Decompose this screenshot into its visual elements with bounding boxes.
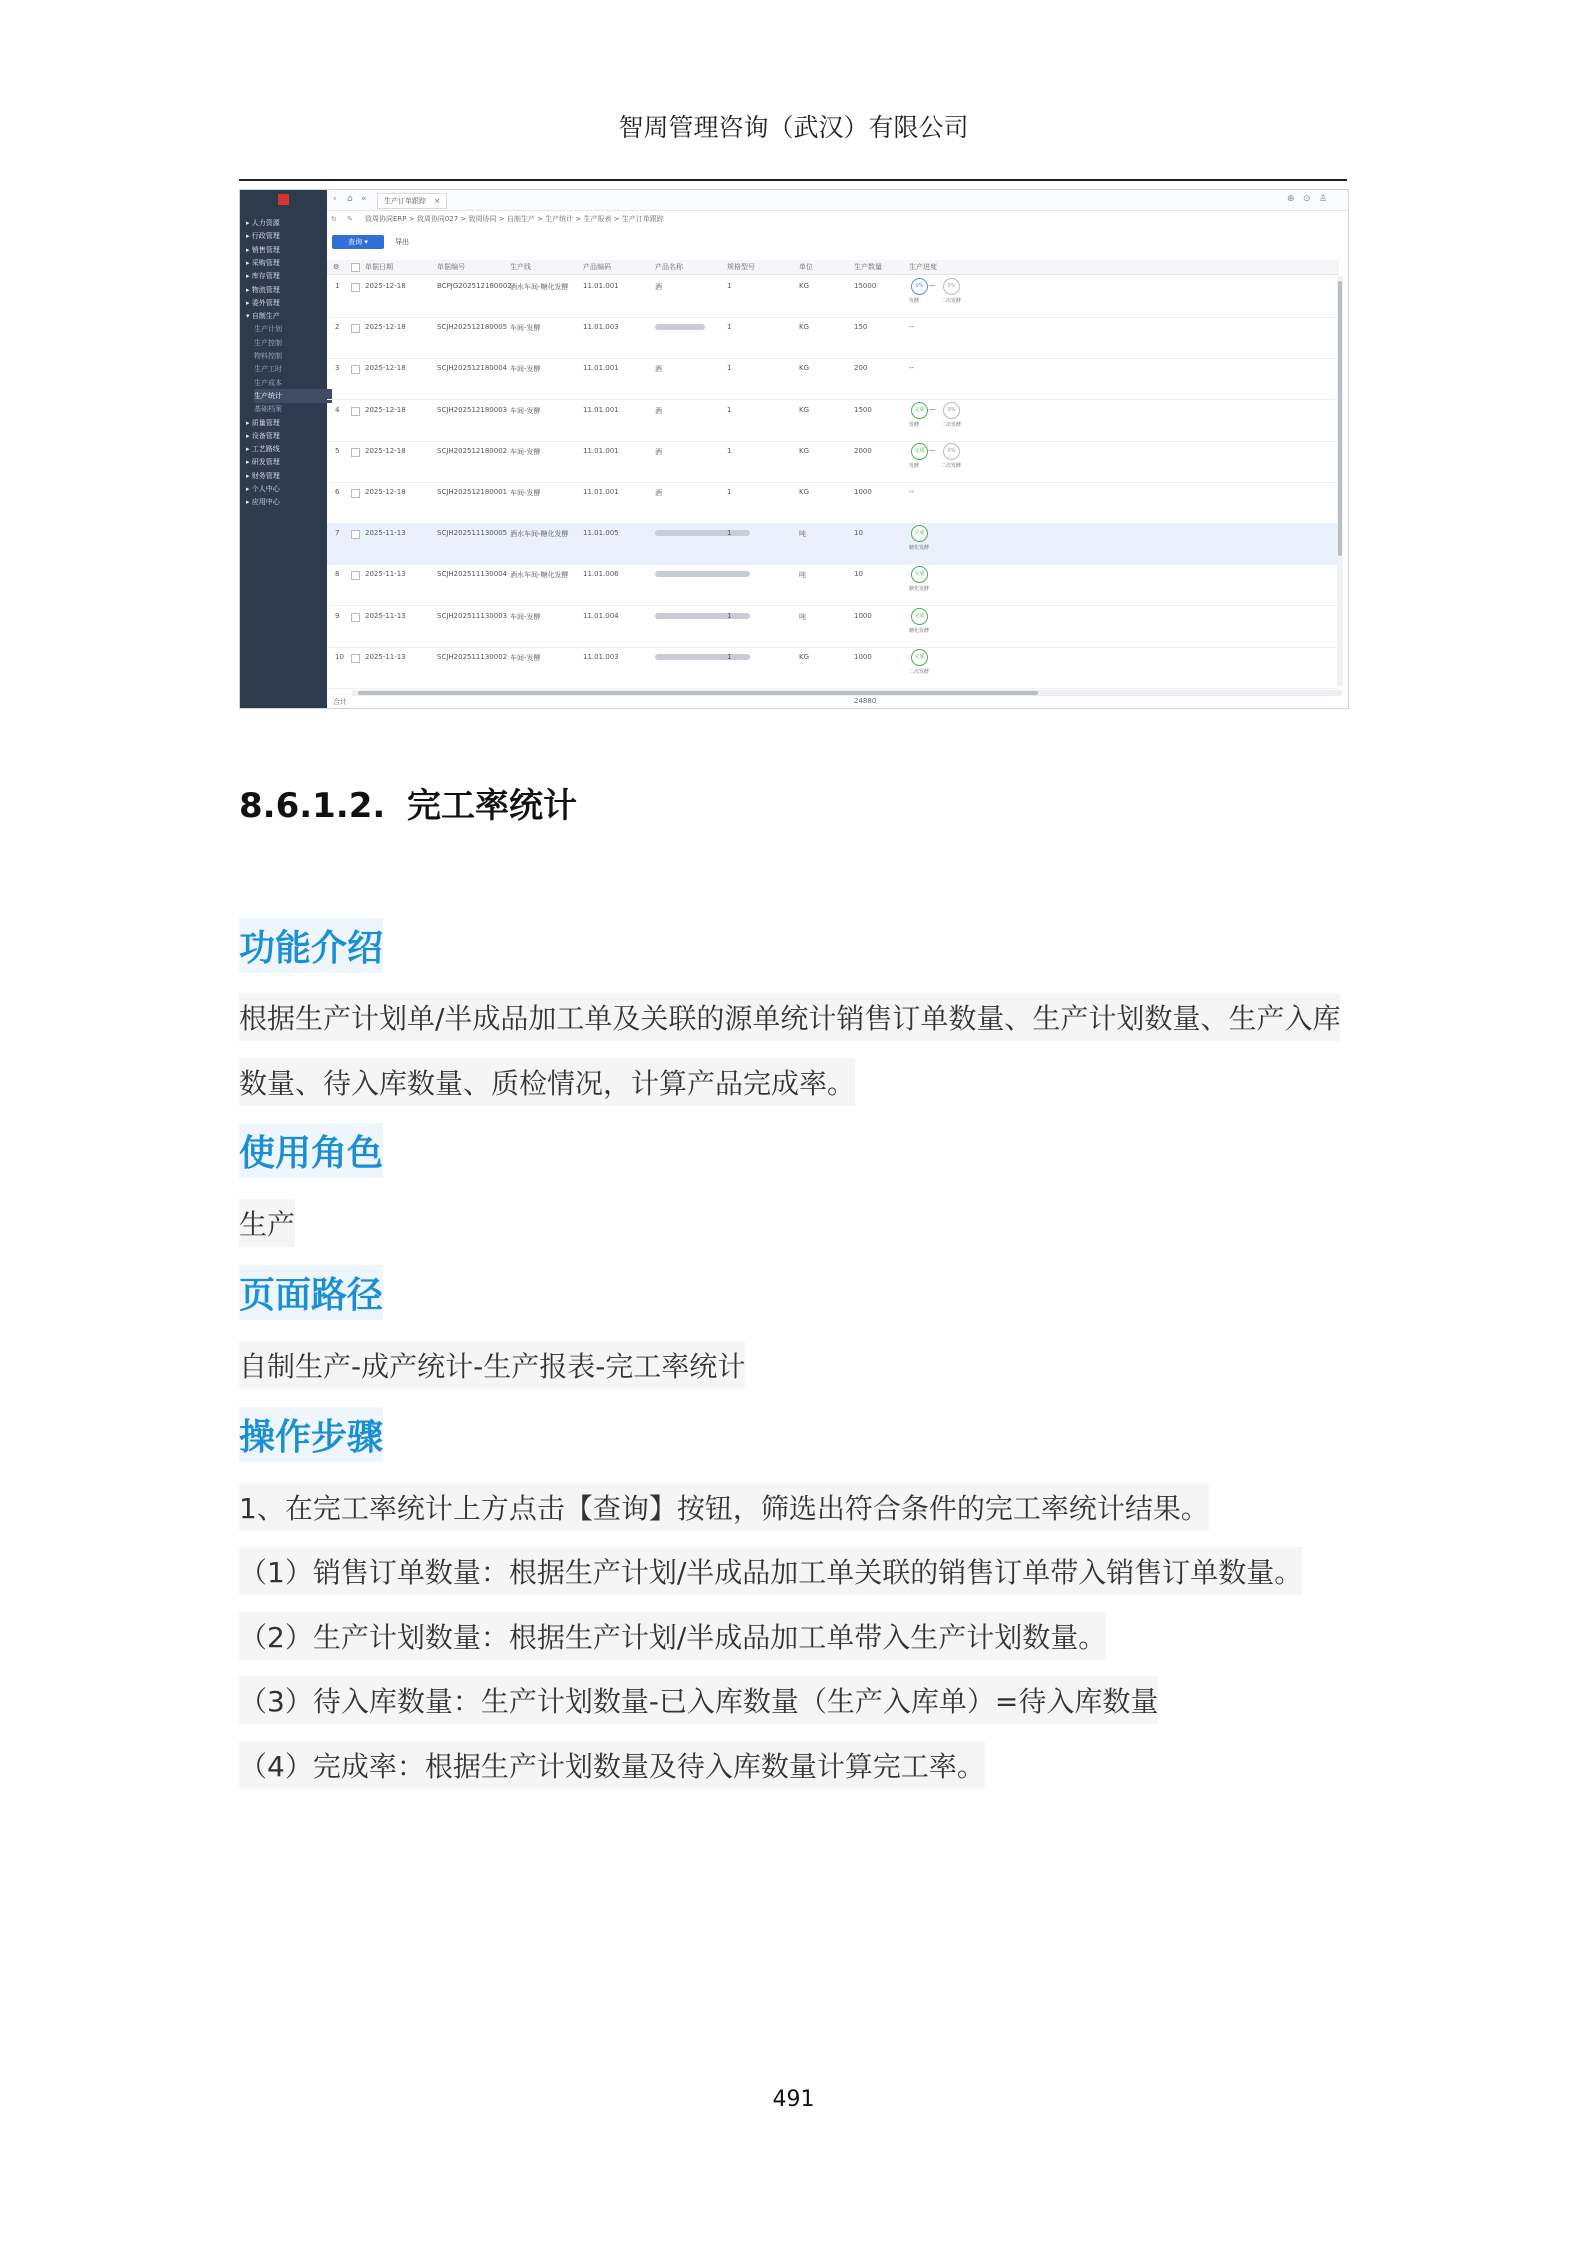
cell-pname: 酒: [655, 406, 662, 415]
cell-date: 2025-12-18: [365, 488, 406, 496]
user-icon[interactable]: ♙: [1319, 194, 1328, 204]
cell-pcode: 11.01.001: [583, 405, 619, 414]
progress-connector: —: [929, 445, 936, 454]
steps-heading: 操作步骤: [239, 1407, 383, 1462]
cell-qty: 1000: [854, 611, 872, 620]
sidebar-item[interactable]: ▸ 采购管理: [246, 258, 280, 267]
sidebar-item[interactable]: ▸ 财务管理: [246, 471, 280, 480]
redacted-text: [655, 654, 750, 660]
cell-qty: 1000: [854, 652, 872, 661]
sidebar-item[interactable]: ▾ 自制生产: [246, 312, 280, 321]
cell-line: 酒水车间-糖化发酵: [510, 283, 569, 291]
sidebar-item[interactable]: 生产控制: [254, 338, 282, 347]
path-text: 自制生产-成产统计-生产报表-完工率统计: [239, 1341, 745, 1389]
table-row[interactable]: [327, 400, 1339, 442]
cell-qty: 2000: [854, 446, 872, 455]
select-all-checkbox[interactable]: [351, 263, 360, 272]
cell-pname: [655, 653, 750, 661]
sidebar-item[interactable]: ▸ 设备管理: [246, 431, 280, 440]
progress-cell: [909, 606, 1029, 646]
progress-cell: [909, 647, 1029, 687]
intro-heading: 功能介绍: [239, 918, 383, 973]
progress-step: 完成: [911, 443, 928, 460]
cell-pcode: 11.01.001: [583, 364, 619, 373]
role-heading: 使用角色: [239, 1123, 383, 1178]
section-heading: [239, 778, 577, 827]
redacted-text: [655, 530, 750, 536]
table-row[interactable]: [327, 317, 1339, 359]
progress-step: 完成: [911, 402, 928, 419]
row-checkbox[interactable]: [351, 489, 360, 498]
cell-pcode: 11.01.001: [583, 282, 619, 290]
cell-code: SCJH202511130005: [437, 529, 508, 538]
cell-qty: 15000: [854, 282, 877, 290]
settings-icon[interactable]: ⚙: [333, 263, 340, 271]
cell-spec: 1: [727, 488, 732, 496]
cell-spec: 1: [727, 529, 732, 538]
cell-unit: 吨: [799, 612, 806, 621]
cell-pcode: 11.01.003: [583, 652, 619, 661]
progress-cell: [909, 441, 1029, 481]
intro-line-2: 数量、待入库数量、质检情况，计算产品完成率。: [239, 1058, 855, 1106]
erp-sidebar: [240, 190, 327, 708]
cell-spec: 1: [727, 323, 732, 332]
cell-unit: KG: [799, 652, 810, 661]
col-pcode[interactable]: 产品编码: [583, 263, 611, 271]
total-qty: 24880: [854, 697, 877, 705]
cell-qty: 10: [854, 570, 863, 579]
cell-date: 2025-11-13: [365, 570, 406, 579]
row-checkbox[interactable]: [351, 571, 360, 580]
table-row[interactable]: [327, 276, 1339, 318]
cell-unit: KG: [799, 405, 810, 414]
step-1: 1、在完工率统计上方点击【查询】按钮，筛选出符合条件的完工率统计结果。: [239, 1483, 1209, 1531]
progress-step-label: 二次发酵: [941, 298, 962, 304]
cell-spec: 1: [727, 446, 732, 455]
globe-icon[interactable]: ⊕: [1287, 194, 1295, 204]
progress-cell: [909, 482, 1029, 522]
sidebar-item[interactable]: ▸ 个人中心: [246, 485, 280, 493]
role-text: 生产: [239, 1199, 295, 1247]
cell-qty: 1500: [854, 405, 872, 414]
tab-label: 生产订单跟踪: [384, 197, 426, 205]
cell-date: 2025-12-18: [365, 405, 406, 414]
sidebar-item[interactable]: 生产成本: [254, 378, 282, 387]
sidebar-item[interactable]: 生产计划: [254, 325, 282, 334]
sidebar-item[interactable]: ▸ 库存管理: [246, 272, 280, 281]
path-heading: 页面路径: [239, 1265, 383, 1320]
col-spec[interactable]: 规格型号: [727, 263, 755, 271]
table-row[interactable]: [327, 523, 1339, 565]
progress-step: 完成: [911, 525, 928, 542]
sidebar-item[interactable]: 生产统计: [254, 389, 332, 403]
cell-date: 2025-11-13: [365, 529, 406, 538]
sidebar-item[interactable]: ▸ 质量管理: [246, 418, 280, 427]
cell-pname: [655, 612, 750, 620]
row-checkbox[interactable]: [351, 654, 360, 663]
cell-date: 2025-12-18: [365, 364, 406, 373]
header-rule: [239, 179, 1347, 181]
section-number: 8.6.1.2.: [239, 786, 386, 826]
redacted-text: [655, 324, 705, 330]
row-number: 7: [335, 529, 340, 538]
col-qty[interactable]: 生产数量: [854, 263, 882, 271]
table-row[interactable]: [327, 647, 1339, 689]
cell-unit: 吨: [799, 530, 806, 539]
cell-qty: 200: [854, 364, 868, 373]
vertical-scroll-thumb[interactable]: [1338, 281, 1342, 556]
row-checkbox[interactable]: [351, 448, 360, 457]
sidebar-item[interactable]: ▸ 研发管理: [246, 458, 280, 467]
sidebar-item[interactable]: ▸ 销售管理: [246, 245, 280, 254]
progress-step-label: 发酵: [909, 298, 920, 304]
row-number: 5: [335, 446, 340, 455]
cell-code: SCJH202511130004: [437, 570, 508, 579]
refresh-icon[interactable]: ↻: [331, 215, 337, 223]
row-number: 10: [335, 652, 344, 661]
home-icon[interactable]: ⌂: [347, 194, 353, 204]
grid-footer: [327, 697, 1348, 708]
tab-production-order-tracking[interactable]: [377, 193, 447, 209]
progress-empty: --: [909, 488, 915, 496]
progress-step: 完成: [911, 608, 928, 625]
row-number: 2: [335, 323, 340, 332]
step-1-4: （4）完成率：根据生产计划数量及待入库数量计算完工率。: [239, 1741, 985, 1789]
progress-empty: --: [909, 323, 915, 332]
cell-spec: 1: [727, 611, 732, 620]
cell-line: 车间-发酵: [510, 447, 541, 456]
horizontal-scroll-thumb[interactable]: [358, 691, 1038, 695]
cell-line: 酒水车间-糖化发酵: [510, 571, 569, 580]
tab-close-icon[interactable]: ×: [434, 197, 441, 205]
progress-connector: —: [929, 404, 936, 413]
cell-code: BCPJG202512180002: [437, 282, 512, 290]
cell-date: 2025-11-13: [365, 652, 406, 661]
progress-step-label: 二次发酵: [941, 421, 962, 428]
progress-step: 0%: [943, 278, 960, 295]
cell-line: 车间-发酵: [510, 489, 541, 497]
sidebar-item[interactable]: 生产工时: [254, 365, 282, 374]
cell-date: 2025-11-13: [365, 611, 406, 620]
cell-code: SCJH202512180003: [437, 405, 508, 414]
sidebar-item[interactable]: ▸ 工艺路线: [246, 445, 280, 454]
sidebar-item[interactable]: ▸ 行政管理: [246, 232, 280, 241]
progress-cell: [909, 400, 1029, 440]
cell-pname: [655, 529, 750, 537]
cell-line: 酒水车间-糖化发酵: [510, 530, 569, 539]
cell-unit: KG: [799, 364, 810, 373]
sidebar-item[interactable]: ▸ 委外管理: [246, 298, 280, 307]
cell-qty: 1000: [854, 488, 872, 496]
row-checkbox[interactable]: [351, 324, 360, 333]
table-row[interactable]: [327, 564, 1339, 606]
col-pname[interactable]: 产品名称: [655, 263, 683, 271]
cell-date: 2025-12-18: [365, 323, 406, 332]
cell-qty: 150: [854, 323, 868, 332]
pin-icon[interactable]: ✎: [347, 215, 353, 223]
progress-step: 完成: [911, 649, 928, 666]
cell-unit: KG: [799, 446, 810, 455]
cell-line: 车间-发酵: [510, 365, 541, 374]
row-number: 1: [335, 282, 340, 290]
progress-step: 0%: [943, 402, 960, 419]
progress-cell: [909, 276, 1029, 316]
cell-code: SCJH202511130003: [437, 611, 508, 620]
chevron-down-icon: ▾: [364, 238, 368, 246]
step-1-3: （3）待入库数量：生产计划数量-已入库数量（生产入库单）=待入库数量: [239, 1676, 1158, 1724]
row-checkbox[interactable]: [351, 407, 360, 416]
redacted-text: [655, 613, 750, 619]
progress-step-label: 糖化发酵: [909, 545, 930, 552]
grid-header: [327, 260, 1339, 275]
cell-code: SCJH202511130002: [437, 652, 508, 661]
cell-date: 2025-12-18: [365, 446, 406, 455]
cell-pcode: 11.01.006: [583, 570, 619, 579]
progress-cell: [909, 317, 1029, 357]
query-button[interactable]: [332, 235, 384, 249]
progress-step-label: 发酵: [909, 421, 920, 428]
cell-pcode: 11.01.001: [583, 446, 619, 455]
zoom-icon[interactable]: ⊙: [1303, 194, 1311, 204]
table-row[interactable]: [327, 606, 1339, 648]
cell-pcode: 11.01.004: [583, 611, 619, 620]
col-line[interactable]: 生产线: [510, 263, 531, 271]
cell-unit: KG: [799, 323, 810, 332]
col-date[interactable]: 单据日期: [365, 263, 393, 271]
cell-pname: 酒: [655, 365, 662, 374]
cell-unit: 吨: [799, 571, 806, 580]
page-number: 491: [772, 2087, 815, 2112]
breadcrumb-text: 致周协同ERP > 致周协同027 > 致周协同 > 自制生产 > 生产统计 > 生产报表 > 生产订单跟踪: [365, 215, 664, 223]
progress-step-label: 二次发酵: [941, 462, 962, 469]
footer-label: 合计: [333, 698, 347, 706]
double-chevron-icon[interactable]: «: [361, 194, 367, 204]
progress-step-label: 发酵: [909, 462, 920, 469]
cell-pname: 酒: [655, 447, 662, 456]
sidebar-item[interactable]: 基础档案: [254, 405, 282, 414]
query-button-label: 查询: [348, 238, 363, 246]
row-number: 8: [335, 570, 340, 579]
export-button[interactable]: 导出: [395, 238, 409, 246]
row-number: 6: [335, 488, 340, 496]
progress-cell: [909, 523, 1029, 563]
cell-line: 车间-发酵: [510, 612, 541, 621]
cell-spec: 1: [727, 652, 732, 661]
cell-unit: KG: [799, 488, 810, 496]
cell-code: SCJH202512180002: [437, 446, 508, 455]
redacted-text: [655, 571, 750, 577]
progress-step: 完成: [911, 566, 928, 583]
cell-pcode: 11.01.003: [583, 323, 619, 332]
cell-pname: [655, 323, 705, 331]
cell-pname: 酒: [655, 489, 662, 497]
cell-pname: 酒: [655, 283, 662, 291]
progress-step: 0%: [911, 278, 928, 295]
cell-qty: 10: [854, 529, 863, 538]
table-row[interactable]: [327, 482, 1339, 524]
vertical-scrollbar[interactable]: [1337, 276, 1343, 686]
progress-step-label: 糖化发酵: [909, 627, 930, 634]
cell-unit: KG: [799, 282, 810, 290]
row-checkbox[interactable]: [351, 365, 360, 374]
progress-empty: --: [909, 364, 915, 373]
erp-logo: [278, 194, 289, 205]
row-number: 3: [335, 364, 340, 373]
cell-spec: 1: [727, 282, 732, 290]
col-unit[interactable]: 单位: [799, 263, 813, 271]
col-code[interactable]: 单据编号: [437, 263, 465, 271]
progress-step-label: 糖化发酵: [909, 586, 930, 593]
step-1-1: （1）销售订单数量：根据生产计划/半成品加工单关联的销售订单带入销售订单数量。: [239, 1547, 1302, 1595]
erp-screenshot: [239, 189, 1349, 709]
cell-code: SCJH202512180004: [437, 364, 508, 373]
row-checkbox[interactable]: [351, 613, 360, 622]
horizontal-scrollbar[interactable]: [352, 690, 1342, 696]
progress-step-label: 二次发酵: [909, 668, 930, 675]
breadcrumb: [327, 210, 1348, 228]
table-row[interactable]: [327, 358, 1339, 400]
row-number: 4: [335, 405, 340, 414]
cell-pcode: 11.01.005: [583, 529, 619, 538]
cell-line: 车间-发酵: [510, 653, 541, 662]
cell-line: 车间-发酵: [510, 324, 541, 333]
cell-date: 2025-12-18: [365, 282, 406, 290]
progress-cell: [909, 564, 1029, 604]
cell-pcode: 11.01.001: [583, 488, 619, 496]
col-progress[interactable]: 生产进度: [909, 263, 937, 271]
progress-cell: [909, 358, 1029, 398]
progress-connector: —: [929, 281, 936, 289]
step-1-2: （2）生产计划数量：根据生产计划/半成品加工单带入生产计划数量。: [239, 1612, 1106, 1660]
row-number: 9: [335, 611, 340, 620]
intro-line-1: 根据生产计划单/半成品加工单及关联的源单统计销售订单数量、生产计划数量、生产入库: [239, 993, 1340, 1041]
cell-line: 车间-发酵: [510, 406, 541, 415]
erp-tabbar: [327, 190, 1348, 211]
back-icon[interactable]: ‹: [333, 194, 337, 204]
table-row[interactable]: [327, 441, 1339, 483]
row-checkbox[interactable]: [351, 530, 360, 539]
page-header-company: 智周管理咨询（武汉）有限公司: [618, 113, 969, 142]
cell-code: SCJH202512180005: [437, 323, 508, 332]
row-checkbox[interactable]: [351, 283, 360, 292]
sidebar-item[interactable]: ▸ 人力资源: [246, 219, 280, 227]
cell-pname: [655, 570, 750, 578]
sidebar-item[interactable]: 物料控制: [254, 352, 282, 360]
cell-spec: 1: [727, 405, 732, 414]
progress-step: 0%: [943, 443, 960, 460]
section-title: 完工率统计: [407, 786, 577, 826]
sidebar-item[interactable]: ▸ 物流管理: [246, 285, 280, 294]
sidebar-item[interactable]: ▸ 应用中心: [246, 498, 280, 507]
cell-spec: 1: [727, 364, 732, 373]
cell-code: SCJH202512180001: [437, 488, 508, 496]
